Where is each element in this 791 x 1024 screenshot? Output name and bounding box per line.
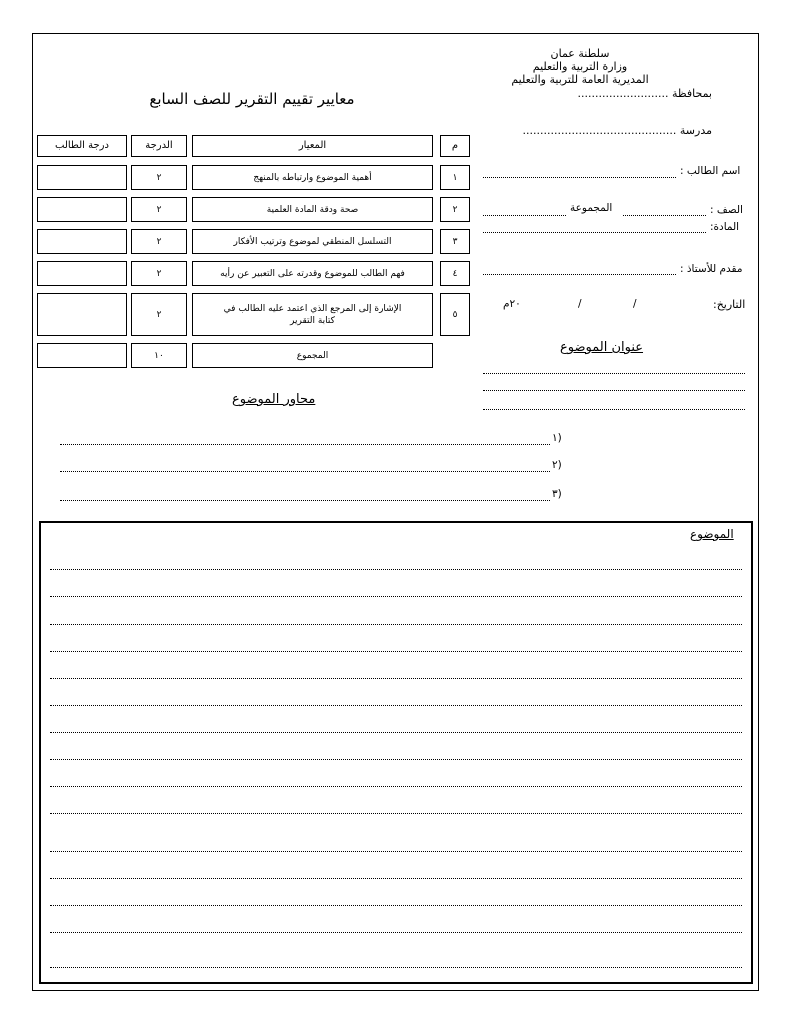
header-student-grade: درجة الطالب [37,135,127,157]
essay-line[interactable] [50,813,742,814]
axis-line-3[interactable] [60,500,550,501]
header-grade: الدرجة [131,135,187,157]
ministry-name: وزارة التربية والتعليم [532,60,628,73]
row-3-num: ٣ [440,229,470,254]
row-3-grade: ٢ [131,229,187,254]
row-3-criterion: التسلسل المنطقي لموضوع وترتيب الأفكار [192,229,433,254]
row-2-grade: ٢ [131,197,187,222]
essay-box [39,521,753,984]
class-field[interactable] [623,215,706,216]
axis-line-1[interactable] [60,444,550,445]
topic-line-1[interactable] [483,373,745,374]
header-criterion: المعيار [192,135,433,157]
directorate-name: المديرية العامة للتربية والتعليم [511,73,649,86]
essay-line[interactable] [50,569,742,570]
axis-label-2: (٢ [552,459,562,471]
axis-label-3: (٣ [552,488,562,500]
essay-line[interactable] [50,932,742,933]
row-1-criterion: أهمية الموضوع وارتباطه بالمنهج [192,165,433,190]
essay-line[interactable] [50,678,742,679]
essay-line[interactable] [50,851,742,852]
header-num: م [440,135,470,157]
row-2-num: ٢ [440,197,470,222]
row-5-num: ٥ [440,293,470,336]
axis-line-2[interactable] [60,471,550,472]
topic-line-2[interactable] [483,390,745,391]
row-4-student-grade[interactable] [37,261,127,286]
row-1-student-grade[interactable] [37,165,127,190]
row-1-grade: ٢ [131,165,187,190]
essay-line[interactable] [50,705,742,706]
essay-line[interactable] [50,624,742,625]
student-name-field[interactable] [483,177,676,178]
essay-line[interactable] [50,732,742,733]
essay-line[interactable] [50,596,742,597]
row-4-criterion: فهم الطالب للموضوع وقدرته على التعبير عن رأيه [192,261,433,286]
date-sep-2: / [578,298,582,310]
date-year: ٢٠م [503,298,521,310]
axes-title: محاور الموضوع [232,392,316,407]
subject-field[interactable] [483,232,706,233]
class-label: الصف : [710,204,743,216]
row-5-student-grade[interactable] [37,293,127,336]
essay-line[interactable] [50,878,742,879]
school-line: مدرسة ............................................ [522,124,712,137]
student-name-label: اسم الطالب : [680,165,741,177]
date-label: التاريخ: [713,298,746,311]
row-5-criterion: الإشارة إلى المرجع الذي اعتمد عليه الطالب في كتابة التقرير [192,293,433,336]
topic-title: عنوان الموضوع [560,340,644,355]
total-label: المجموع [192,343,433,368]
country-name: سلطنة عمان [550,47,610,60]
total-value: ١٠ [131,343,187,368]
row-2-student-grade[interactable] [37,197,127,222]
row-1-num: ١ [440,165,470,190]
subject-label: المادة: [710,221,740,233]
axis-label-1: (١ [552,432,562,444]
rubric-title: معايير تقييم التقرير للصف السابع [149,90,355,108]
topic-line-3[interactable] [483,409,745,410]
essay-line[interactable] [50,905,742,906]
row-2-criterion: صحة ودقة المادة العلمية [192,197,433,222]
row-3-student-grade[interactable] [37,229,127,254]
row-4-grade: ٢ [131,261,187,286]
presented-to-field[interactable] [483,274,676,275]
total-student-grade[interactable] [37,343,127,368]
date-sep-1: / [633,298,637,310]
essay-line[interactable] [50,967,742,968]
essay-line[interactable] [50,651,742,652]
group-field[interactable] [483,215,566,216]
essay-line[interactable] [50,759,742,760]
row-4-num: ٤ [440,261,470,286]
presented-to-label: مقدم للأستاذ : [680,263,743,275]
ministry-header [480,47,680,86]
governorate-line: بمحافظة .......................... [577,87,712,100]
row-5-grade: ٢ [131,293,187,336]
group-label: المجموعة [570,202,613,214]
essay-line[interactable] [50,786,742,787]
essay-title: الموضوع [690,527,734,541]
